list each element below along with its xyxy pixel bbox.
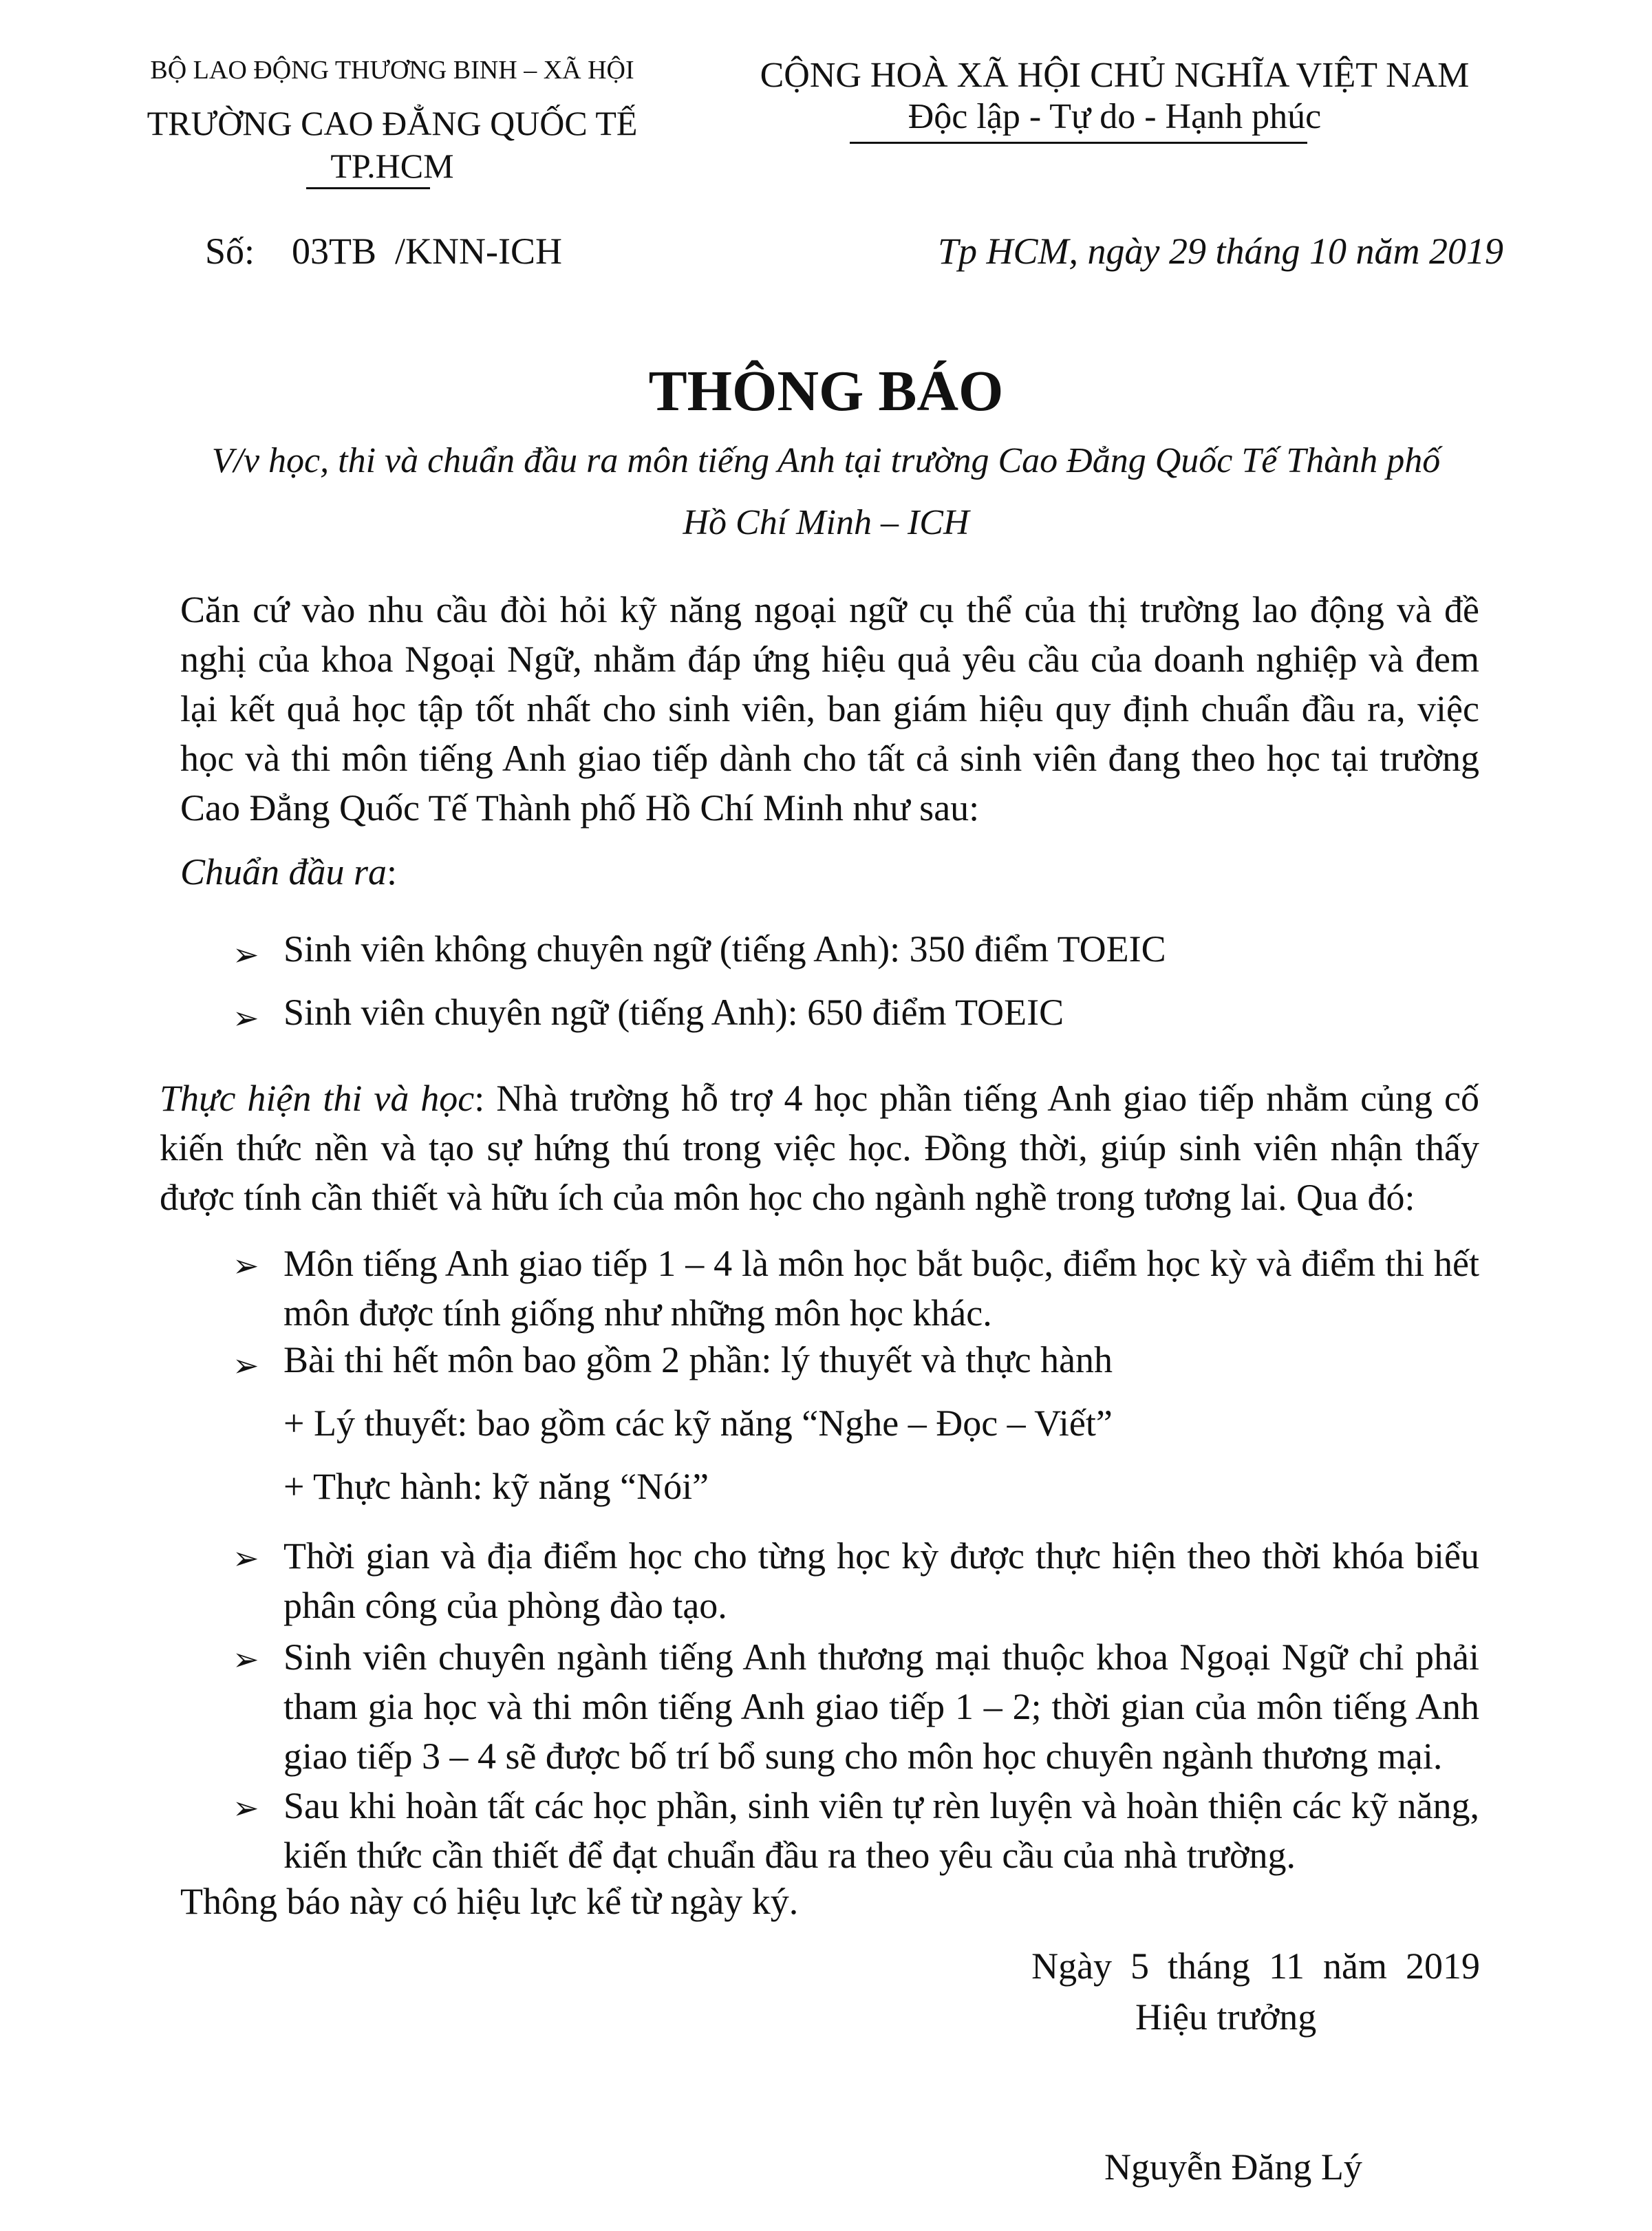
arrow-bullet-icon: ➢ (233, 937, 259, 972)
intro-line: lại kết quả học tập tốt nhất cho sinh viên, ban giám hiệu quy định chuẩn đầu ra, việc (180, 688, 1479, 729)
implementation-item-5 (283, 1781, 1479, 1880)
intro-line: Căn cứ vào nhu cầu đòi hỏi kỹ năng ngoại ngữ cụ thể của thị trường lao động và đề (180, 589, 1479, 630)
item-line: Sinh viên chuyên ngành tiếng Anh thương mại thuộc khoa Ngoại Ngữ chỉ phải (283, 1636, 1479, 1678)
arrow-bullet-icon: ➢ (233, 1248, 259, 1283)
city-underline (306, 187, 430, 189)
school-city: TP.HCM (330, 147, 454, 185)
arrow-bullet-icon: ➢ (233, 1001, 259, 1036)
national-motto: Độc lập - Tự do - Hạnh phúc (908, 97, 1322, 136)
output-standard-heading (180, 851, 397, 893)
item-line: môn được tính giống như những môn học khác. (283, 1292, 992, 1334)
intro-line: Cao Đẳng Quốc Tế Thành phố Hồ Chí Minh như sau: (180, 787, 980, 829)
signature-name: Nguyễn Đăng Lý (1104, 2146, 1362, 2188)
item-line: tham gia học và thi môn tiếng Anh giao tiếp 1 – 2; thời gian của môn tiếng Anh (283, 1686, 1479, 1727)
signature-role: Hiệu trưởng (1135, 1996, 1317, 2038)
implementation-item-2: Bài thi hết môn bao gồm 2 phần: lý thuyết và thực hành (283, 1339, 1113, 1380)
implementation-item-1 (283, 1239, 1479, 1338)
implementation-item-2-sub-2: + Thực hành: kỹ năng “Nói” (283, 1466, 709, 1507)
implementation-paragraph (160, 1074, 1479, 1222)
implementation-line-1-text: : Nhà trường hỗ trợ 4 học phần tiếng Anh giao tiếp nhằm củng cố (474, 1078, 1479, 1119)
item-line: phân công của phòng đào tạo. (283, 1585, 727, 1626)
item-line: kiến thức cần thiết để đạt chuẩn đầu ra theo yêu cầu của nhà trường. (283, 1835, 1296, 1876)
implementation-item-3 (283, 1531, 1479, 1630)
signature-date: Ngày 5 tháng 11 năm 2019 (1031, 1945, 1480, 1987)
output-standard-colon: : (387, 851, 398, 893)
motto-underline (850, 142, 1307, 144)
item-line: giao tiếp 3 – 4 sẽ được bố trí bổ sung cho môn học chuyên ngành thương mại. (283, 1736, 1443, 1777)
intro-line: học và thi môn tiếng Anh giao tiếp dành cho tất cả sinh viên đang theo học tại trường (180, 738, 1479, 779)
implementation-line: được tính cần thiết và hữu ích của môn học cho ngành nghề trong tương lai. Qua đó: (160, 1177, 1415, 1218)
output-item-2: Sinh viên chuyên ngữ (tiếng Anh): 650 điểm TOEIC (283, 992, 1064, 1033)
ministry-name: BỘ LAO ĐỘNG THƯƠNG BINH – XÃ HỘI (150, 56, 634, 85)
page-title: THÔNG BÁO (648, 359, 1004, 423)
implementation-line-1 (160, 1074, 1479, 1123)
implementation-line: kiến thức nền và tạo sự hứng thú trong việc học. Đồng thời, giúp sinh viên nhận thấy (160, 1127, 1479, 1168)
item-line: Sau khi hoàn tất các học phần, sinh viên tự rèn luyện và hoàn thiện các kỹ năng, (283, 1785, 1479, 1826)
implementation-heading: Thực hiện thi và học (160, 1078, 475, 1119)
subtitle-line-2: Hồ Chí Minh – ICH (683, 503, 969, 542)
implementation-item-4 (283, 1632, 1479, 1781)
document-number: Số: 03TB /KNN-ICH (205, 231, 563, 272)
effective-statement: Thông báo này có hiệu lực kể từ ngày ký. (180, 1881, 799, 1922)
nation-title: CỘNG HOÀ XÃ HỘI CHỦ NGHĨA VIỆT NAM (760, 56, 1470, 95)
arrow-bullet-icon: ➢ (233, 1348, 259, 1383)
intro-paragraph (180, 585, 1479, 833)
intro-line: nghị của khoa Ngoại Ngữ, nhằm đáp ứng hiệu quả yêu cầu của doanh nghiệp và đem (180, 639, 1479, 680)
output-item-1: Sinh viên không chuyên ngữ (tiếng Anh): 350 điểm TOEIC (283, 928, 1166, 970)
subtitle-line-1: V/v học, thi và chuẩn đầu ra môn tiếng Anh tại trường Cao Đẳng Quốc Tế Thành phố (211, 441, 1441, 480)
place-date: Tp HCM, ngày 29 tháng 10 năm 2019 (938, 231, 1503, 272)
school-name: TRƯỜNG CAO ĐẲNG QUỐC TẾ (147, 104, 638, 142)
arrow-bullet-icon: ➢ (233, 1642, 259, 1677)
item-line: Thời gian và địa điểm học cho từng học kỳ được thực hiện theo thời khóa biểu (283, 1535, 1479, 1577)
item-line: Môn tiếng Anh giao tiếp 1 – 4 là môn học bắt buộc, điểm học kỳ và điểm thi hết (283, 1243, 1479, 1284)
arrow-bullet-icon: ➢ (233, 1791, 259, 1826)
output-standard-label: Chuẩn đầu ra (180, 851, 387, 893)
implementation-item-2-sub-1: + Lý thuyết: bao gồm các kỹ năng “Nghe – Đọc – Viết” (283, 1402, 1113, 1444)
arrow-bullet-icon: ➢ (233, 1541, 259, 1576)
